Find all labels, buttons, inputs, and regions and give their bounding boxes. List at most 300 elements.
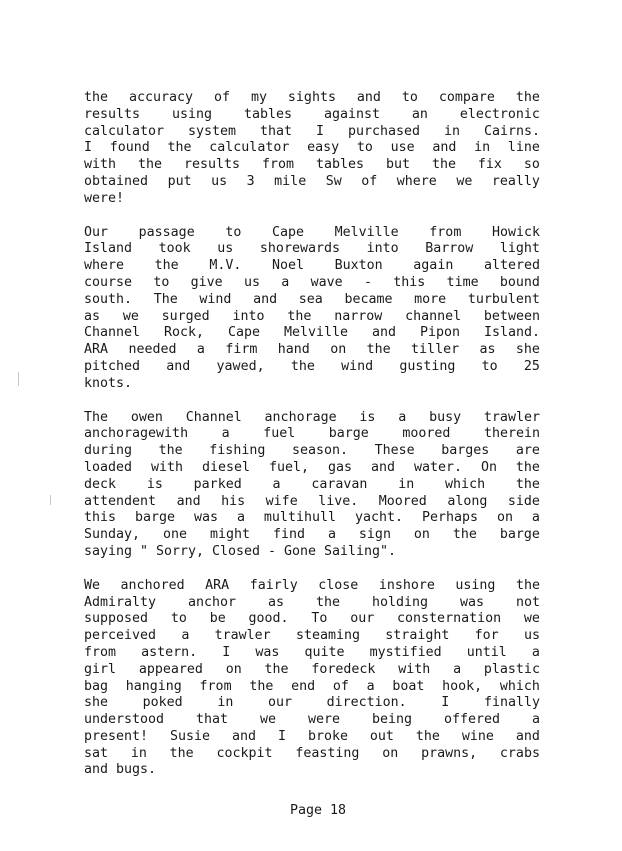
word: easy bbox=[307, 140, 340, 156]
word: purchased bbox=[347, 123, 421, 139]
word: and bbox=[371, 325, 396, 341]
word: broke bbox=[307, 728, 348, 744]
word: understood bbox=[84, 712, 165, 728]
word: fuel bbox=[263, 426, 296, 442]
word: where bbox=[84, 258, 125, 274]
word: the bbox=[167, 140, 192, 156]
word: which bbox=[445, 476, 486, 492]
word: against bbox=[323, 106, 380, 122]
word: this bbox=[84, 510, 117, 526]
word: moored bbox=[402, 426, 451, 442]
word: results bbox=[183, 157, 241, 173]
scan-mark bbox=[50, 495, 51, 505]
word: appeared bbox=[138, 661, 203, 677]
word: Island. bbox=[483, 325, 540, 341]
word: foredeck bbox=[311, 661, 376, 677]
word: " bbox=[140, 543, 149, 559]
word: fuel, bbox=[268, 459, 310, 475]
word: fairly bbox=[249, 577, 298, 593]
word: we bbox=[122, 308, 139, 324]
document-body bbox=[84, 90, 540, 796]
word: Melville bbox=[334, 224, 399, 240]
word: using bbox=[455, 577, 496, 593]
word: a bbox=[281, 274, 290, 290]
word: busy bbox=[429, 409, 462, 425]
word: - bbox=[268, 543, 277, 559]
word: his bbox=[221, 493, 246, 509]
text-line bbox=[84, 342, 540, 359]
text-line bbox=[84, 527, 540, 544]
word: us bbox=[217, 241, 234, 257]
word: The bbox=[153, 291, 178, 307]
word: I bbox=[277, 728, 286, 744]
word: she bbox=[84, 695, 109, 711]
word: of bbox=[213, 90, 230, 105]
word: using bbox=[171, 106, 213, 122]
text-line bbox=[84, 662, 540, 679]
word: wave bbox=[310, 274, 343, 290]
word: parked bbox=[193, 476, 242, 492]
word: the bbox=[154, 258, 179, 274]
word: accuracy bbox=[128, 90, 194, 105]
word: Susie bbox=[170, 728, 211, 744]
text-line bbox=[84, 124, 540, 141]
word: a bbox=[531, 712, 540, 728]
word: a bbox=[327, 527, 336, 543]
text-line bbox=[84, 90, 540, 107]
word: we bbox=[456, 173, 473, 189]
word: that bbox=[196, 712, 229, 728]
word: bag bbox=[84, 678, 109, 694]
word: sights bbox=[287, 90, 336, 105]
text-line bbox=[84, 494, 540, 511]
paragraph bbox=[84, 90, 540, 208]
word: the bbox=[515, 476, 540, 492]
scan-mark bbox=[18, 372, 19, 386]
word: Rock, bbox=[164, 325, 205, 341]
word: as bbox=[84, 308, 101, 324]
word: with bbox=[398, 661, 431, 677]
text-line bbox=[84, 191, 540, 208]
word: in bbox=[398, 476, 415, 492]
word: light bbox=[499, 241, 540, 257]
word: and bbox=[253, 291, 278, 307]
word: calculator bbox=[209, 140, 290, 156]
word: anchoragewith bbox=[84, 426, 189, 442]
word: owen bbox=[130, 409, 163, 425]
word: needed bbox=[128, 342, 177, 358]
word: These bbox=[374, 443, 415, 459]
word: our bbox=[267, 695, 292, 711]
text-line bbox=[84, 679, 540, 696]
page-number: Page 18 bbox=[289, 803, 347, 818]
word: channel bbox=[405, 308, 462, 324]
word: shorewards bbox=[259, 241, 340, 257]
word: is bbox=[359, 409, 376, 425]
word: and bbox=[166, 358, 191, 374]
word: as bbox=[268, 594, 285, 610]
word: Our bbox=[84, 224, 109, 240]
word: Cairns. bbox=[483, 123, 540, 139]
word: Perhaps bbox=[421, 510, 478, 526]
word: on bbox=[496, 510, 513, 526]
word: tables bbox=[315, 157, 364, 173]
word: the bbox=[515, 577, 540, 593]
word: from bbox=[261, 157, 294, 173]
word: finally bbox=[483, 695, 540, 711]
word: find bbox=[272, 527, 305, 543]
word: Sorry, bbox=[156, 543, 205, 559]
text-line bbox=[84, 544, 540, 561]
word: season. bbox=[291, 443, 348, 459]
word: wind bbox=[199, 291, 232, 307]
word: us bbox=[523, 628, 540, 644]
word: boat bbox=[392, 678, 425, 694]
text-line bbox=[84, 309, 540, 326]
word: a bbox=[531, 644, 540, 660]
word: until bbox=[466, 644, 507, 660]
word: I bbox=[222, 644, 231, 660]
word: I bbox=[84, 140, 93, 156]
word: live. bbox=[318, 493, 359, 509]
paragraph bbox=[84, 410, 540, 561]
word: sat bbox=[84, 745, 109, 761]
word: and bbox=[84, 762, 109, 778]
word: where bbox=[396, 173, 437, 189]
word: as bbox=[479, 342, 496, 358]
word: system bbox=[188, 123, 237, 139]
word: feasting bbox=[295, 745, 360, 761]
word: to bbox=[401, 90, 418, 105]
word: on bbox=[382, 745, 399, 761]
word: a bbox=[272, 476, 281, 492]
word: which bbox=[499, 678, 540, 694]
word: sign bbox=[358, 527, 391, 543]
word: loaded bbox=[84, 459, 133, 475]
word: and bbox=[432, 140, 457, 156]
text-line bbox=[84, 107, 540, 124]
word: perceived bbox=[84, 628, 157, 644]
word: an bbox=[411, 106, 428, 122]
word: time bbox=[446, 274, 479, 290]
word: bugs. bbox=[116, 762, 157, 778]
word: good. bbox=[248, 611, 289, 627]
word: but bbox=[385, 157, 410, 173]
word: compare bbox=[438, 90, 495, 105]
word: the bbox=[315, 594, 341, 610]
word: that bbox=[260, 123, 293, 139]
paragraph bbox=[84, 225, 540, 393]
text-line bbox=[84, 241, 540, 258]
word: really bbox=[491, 173, 540, 189]
text-line bbox=[84, 292, 540, 309]
word: a bbox=[531, 510, 540, 526]
word: along bbox=[447, 493, 488, 509]
word: I bbox=[316, 123, 325, 139]
word: hanging bbox=[125, 678, 182, 694]
word: line bbox=[507, 140, 540, 156]
word: The bbox=[84, 409, 109, 425]
word: between bbox=[483, 308, 540, 324]
word: therein bbox=[483, 426, 540, 442]
word: on bbox=[330, 342, 347, 358]
paragraph bbox=[84, 578, 540, 780]
word: Howick bbox=[491, 224, 540, 240]
word: might bbox=[209, 527, 251, 543]
word: mystified bbox=[369, 644, 442, 660]
word: close bbox=[318, 577, 359, 593]
word: wife bbox=[265, 493, 298, 509]
word: plastic bbox=[483, 661, 540, 677]
word: and bbox=[176, 493, 201, 509]
word: the bbox=[290, 358, 315, 374]
word: barges bbox=[441, 443, 490, 459]
word: tiller bbox=[411, 342, 460, 358]
text-line bbox=[84, 595, 540, 612]
word: fishing bbox=[209, 443, 266, 459]
word: found bbox=[109, 140, 150, 156]
word: south. bbox=[84, 291, 133, 307]
word: steaming bbox=[295, 628, 361, 644]
word: direction. bbox=[326, 695, 407, 711]
word: side bbox=[507, 493, 540, 509]
word: yawed, bbox=[216, 358, 265, 374]
word: astern. bbox=[141, 644, 198, 660]
word: pitched bbox=[84, 358, 141, 374]
word: of bbox=[361, 173, 378, 189]
word: M.V. bbox=[209, 258, 242, 274]
word: Cape bbox=[227, 325, 261, 341]
word: became bbox=[344, 291, 393, 307]
word: poked bbox=[142, 695, 183, 711]
word: were! bbox=[84, 190, 125, 206]
word: our bbox=[350, 611, 375, 627]
word: a bbox=[366, 678, 375, 694]
word: barge bbox=[328, 426, 369, 442]
word: bound bbox=[499, 274, 540, 290]
word: to bbox=[170, 611, 187, 627]
word: turbulent bbox=[467, 291, 540, 307]
word: in bbox=[130, 745, 147, 761]
word: into bbox=[366, 241, 399, 257]
word: the bbox=[137, 157, 163, 173]
word: trawler bbox=[483, 409, 540, 425]
word: 3 bbox=[246, 173, 255, 189]
word: saying bbox=[84, 543, 133, 559]
word: in bbox=[217, 695, 234, 711]
text-line bbox=[84, 325, 540, 342]
word: Pipon bbox=[419, 325, 460, 341]
word: in bbox=[474, 140, 491, 156]
word: with bbox=[84, 157, 117, 173]
word: present! bbox=[84, 728, 149, 744]
word: barge bbox=[134, 510, 176, 526]
word: this bbox=[393, 274, 426, 290]
word: the bbox=[249, 678, 274, 694]
word: calculator bbox=[84, 123, 165, 139]
word: barge bbox=[499, 527, 540, 543]
word: anchored bbox=[120, 577, 185, 593]
word: the bbox=[452, 527, 477, 543]
word: and bbox=[356, 90, 381, 105]
word: be bbox=[209, 611, 226, 627]
word: offered bbox=[443, 712, 500, 728]
word: and bbox=[231, 728, 257, 744]
word: with bbox=[151, 459, 184, 475]
word: the bbox=[515, 90, 540, 105]
text-line bbox=[84, 611, 540, 628]
word: prawns, bbox=[421, 745, 478, 761]
word: hand bbox=[277, 342, 310, 358]
word: wine bbox=[461, 728, 494, 744]
word: from bbox=[199, 678, 232, 694]
word: Sailing". bbox=[324, 543, 397, 559]
word: to bbox=[225, 224, 242, 240]
text-line bbox=[84, 376, 540, 393]
word: out bbox=[369, 728, 394, 744]
word: took bbox=[158, 241, 191, 257]
word: gusting bbox=[399, 358, 456, 374]
word: multihull bbox=[263, 510, 336, 526]
word: on bbox=[225, 661, 242, 677]
word: passage bbox=[138, 224, 195, 240]
word: yacht. bbox=[354, 510, 403, 526]
word: into bbox=[232, 308, 265, 324]
word: Moored bbox=[378, 493, 427, 509]
word: firm bbox=[225, 342, 258, 358]
text-line bbox=[84, 645, 540, 662]
text-line bbox=[84, 477, 540, 494]
word: the bbox=[366, 342, 391, 358]
word: altered bbox=[483, 258, 540, 274]
word: crabs bbox=[499, 745, 540, 761]
word: mile bbox=[274, 173, 307, 189]
word: 25 bbox=[523, 358, 540, 374]
word: my bbox=[250, 90, 267, 105]
text-line bbox=[84, 460, 540, 477]
word: knots. bbox=[84, 375, 133, 391]
word: sea bbox=[298, 291, 323, 307]
word: a bbox=[196, 342, 205, 358]
word: anchorage bbox=[264, 409, 337, 425]
text-line bbox=[84, 157, 540, 174]
word: deck bbox=[84, 476, 117, 492]
word: the bbox=[84, 90, 109, 105]
word: in bbox=[443, 123, 460, 139]
word: obtained bbox=[84, 173, 149, 189]
word: and bbox=[515, 728, 540, 744]
text-line bbox=[84, 443, 540, 460]
word: was bbox=[193, 510, 218, 526]
word: fix bbox=[477, 157, 502, 173]
word: a bbox=[236, 510, 245, 526]
word: Sunday, bbox=[84, 527, 141, 543]
text-line bbox=[84, 426, 540, 443]
word: electronic bbox=[459, 106, 540, 122]
word: the bbox=[169, 745, 194, 761]
word: during bbox=[84, 443, 133, 459]
word: course bbox=[84, 274, 133, 290]
word: put bbox=[167, 173, 192, 189]
word: for bbox=[474, 628, 499, 644]
word: and bbox=[370, 459, 395, 475]
word: the bbox=[287, 308, 312, 324]
text-line bbox=[84, 695, 540, 712]
word: wind bbox=[341, 358, 374, 374]
word: cockpit bbox=[216, 745, 273, 761]
text-line bbox=[84, 410, 540, 427]
word: straight bbox=[385, 628, 450, 644]
text-line bbox=[84, 258, 540, 275]
word: was bbox=[459, 594, 484, 610]
word: ARA bbox=[84, 342, 109, 358]
text-line bbox=[84, 729, 540, 746]
word: surged bbox=[161, 308, 210, 324]
word: are bbox=[515, 443, 540, 459]
word: give bbox=[190, 274, 223, 290]
word: Buxton bbox=[334, 258, 383, 274]
word: the bbox=[515, 459, 540, 475]
word: results bbox=[84, 106, 141, 122]
word: water. bbox=[413, 459, 462, 475]
word: supposed bbox=[84, 611, 149, 627]
text-line bbox=[84, 359, 540, 376]
word: We bbox=[84, 577, 101, 593]
word: the bbox=[158, 443, 183, 459]
text-line bbox=[84, 628, 540, 645]
word: a bbox=[398, 409, 407, 425]
word: hook, bbox=[442, 678, 483, 694]
word: tables bbox=[243, 106, 292, 122]
text-line bbox=[84, 225, 540, 242]
text-line bbox=[84, 275, 540, 292]
word: not bbox=[515, 594, 540, 610]
word: to bbox=[481, 358, 498, 374]
word: holding bbox=[371, 594, 429, 610]
word: were bbox=[307, 712, 340, 728]
word: us bbox=[243, 274, 260, 290]
text-line bbox=[84, 712, 540, 729]
word: inshore bbox=[378, 577, 435, 593]
word: more bbox=[414, 291, 447, 307]
word: narrow bbox=[334, 308, 383, 324]
word: ARA bbox=[205, 577, 230, 593]
text-line bbox=[84, 578, 540, 595]
word: one bbox=[163, 527, 188, 543]
word: we bbox=[260, 712, 277, 728]
word: Cape bbox=[271, 224, 304, 240]
word: On bbox=[480, 459, 497, 475]
word: is bbox=[146, 476, 163, 492]
word: I bbox=[441, 695, 450, 711]
word: so bbox=[523, 157, 540, 173]
word: again bbox=[413, 258, 454, 274]
word: Closed bbox=[212, 543, 261, 559]
word: Noel bbox=[271, 258, 304, 274]
word: Channel bbox=[185, 409, 242, 425]
word: attendent bbox=[84, 493, 157, 509]
word: Sw bbox=[325, 173, 342, 189]
word: to bbox=[153, 274, 170, 290]
word: gas bbox=[327, 459, 352, 475]
word: trawler bbox=[214, 628, 271, 644]
text-line bbox=[84, 140, 540, 157]
word: Melville bbox=[283, 325, 349, 341]
word: - bbox=[363, 274, 372, 290]
word: from bbox=[84, 644, 117, 660]
word: quite bbox=[304, 644, 345, 660]
word: to bbox=[356, 140, 373, 156]
